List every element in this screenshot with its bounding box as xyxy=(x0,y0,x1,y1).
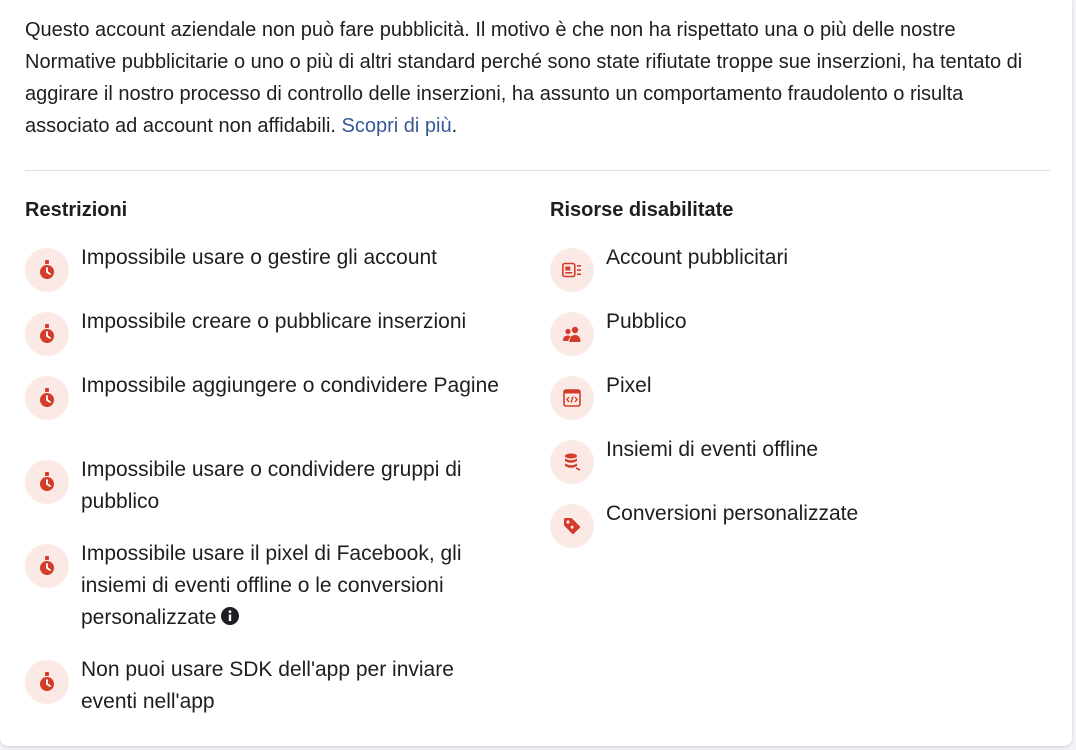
restriction-label: Impossibile aggiungere o condividere Pagine xyxy=(81,374,499,397)
info-icon[interactable] xyxy=(220,604,240,636)
pixel-code-icon xyxy=(550,376,594,420)
restriction-item xyxy=(25,654,505,738)
restriction-icon xyxy=(25,376,69,420)
disabled-resources-title: Risorse disabilitate xyxy=(550,199,734,221)
restriction-label-container xyxy=(81,538,501,636)
intro-text: Questo account aziendale non può fare pubblicità. Il motivo è che non ha rispettato una o più delle nostre Normative pubblicitarie o uno o più di altri standard perché sono state rifiutate troppe sue inserzioni, ha tentato di aggirare il nostro processo di controllo delle inserzioni, ha assunto un comportamento fraudolento o risulta associato ad account non affidabili. xyxy=(25,19,1023,137)
learn-more-link[interactable]: Scopri di più xyxy=(341,115,452,137)
resource-label: Insiemi di eventi offline xyxy=(606,438,819,461)
restriction-label: Non puoi usare SDK dell'app per inviare eventi nell'app xyxy=(81,658,454,713)
ad-account-icon xyxy=(550,248,594,292)
restriction-icon xyxy=(25,660,69,704)
resource-label: Pixel xyxy=(606,374,652,397)
restrictions-column xyxy=(25,196,505,738)
custom-conversion-tag-icon xyxy=(550,504,594,548)
offline-events-icon xyxy=(550,440,594,484)
restriction-label: Impossibile creare o pubblicare inserzioni xyxy=(81,310,467,333)
intro-suffix: . xyxy=(451,115,458,137)
disabled-resources-column xyxy=(550,196,1030,562)
restriction-item xyxy=(25,306,505,370)
resource-label: Account pubblicitari xyxy=(606,246,789,269)
resource-item xyxy=(550,498,1030,562)
restriction-label: Impossibile usare il pixel di Facebook, gli insiemi di eventi offline o le conversioni personalizzate xyxy=(81,542,462,629)
intro-paragraph xyxy=(25,14,1035,142)
restrictions-title: Restrizioni xyxy=(25,199,128,221)
restriction-icon xyxy=(25,544,69,588)
restriction-label: Impossibile usare o gestire gli account xyxy=(81,246,438,269)
restriction-item xyxy=(25,454,505,538)
restriction-item xyxy=(25,242,505,306)
resource-item xyxy=(550,242,1030,306)
restriction-icon xyxy=(25,248,69,292)
audience-icon xyxy=(550,312,594,356)
resource-item xyxy=(550,370,1030,434)
resource-item xyxy=(550,434,1030,498)
section-divider xyxy=(25,170,1050,171)
resource-label: Conversioni personalizzate xyxy=(606,502,859,525)
restriction-item xyxy=(25,538,505,654)
restriction-icon xyxy=(25,312,69,356)
restriction-icon xyxy=(25,460,69,504)
resource-label: Pubblico xyxy=(606,310,687,333)
resource-item xyxy=(550,306,1030,370)
restriction-label: Impossibile usare o condividere gruppi di pubblico xyxy=(81,458,462,513)
restriction-item xyxy=(25,370,505,454)
